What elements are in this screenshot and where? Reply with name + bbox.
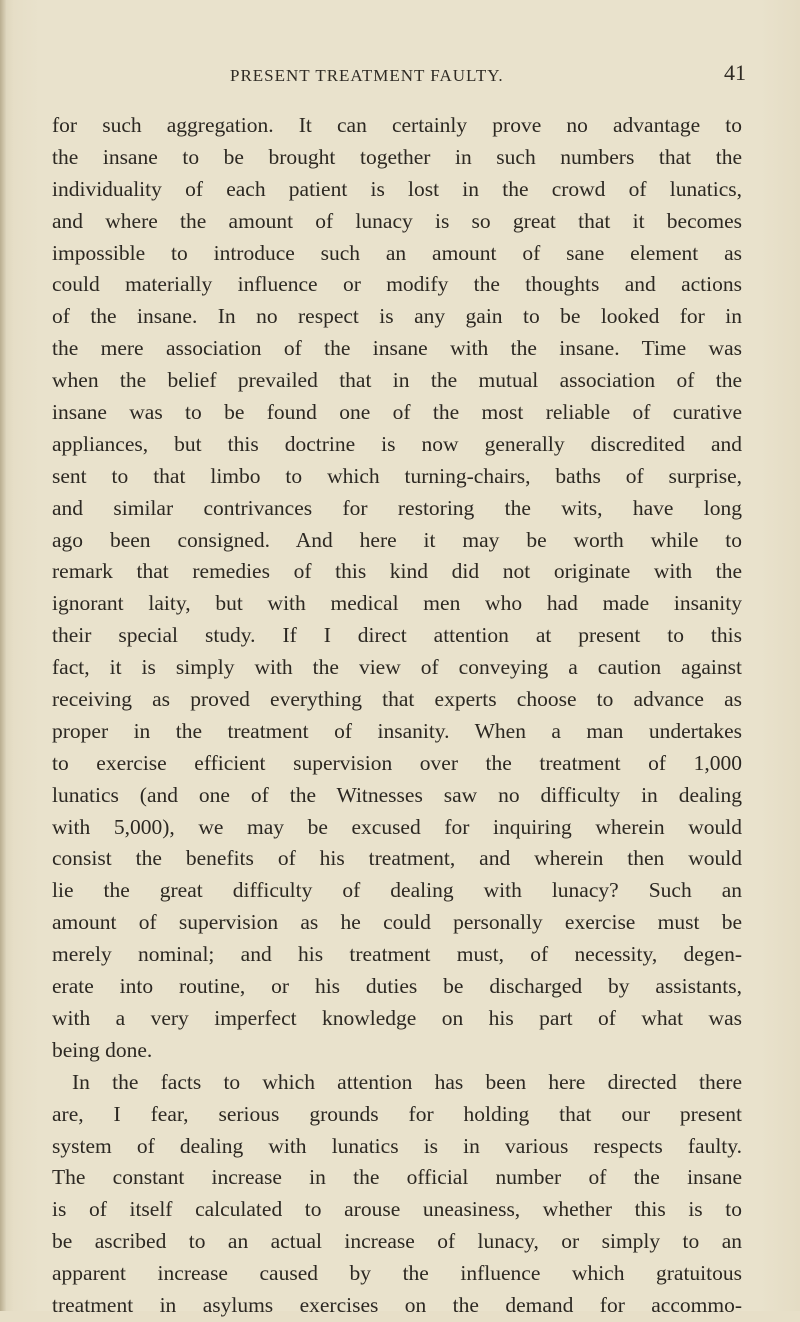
text-line: with a very imperfect knowledge on his part of what was: [52, 1005, 742, 1030]
text-line: could materially influence or modify the thoughts and actions: [52, 272, 742, 297]
text-line: of the insane. In no respect is any gain to be looked for in: [52, 304, 742, 329]
text-line: ago been consigned. And here it may be worth while to: [52, 527, 742, 552]
text-line: appliances, but this doctrine is now generally discredited and: [52, 431, 742, 456]
text-line: be ascribed to an actual increase of lunacy, or simply to an: [52, 1229, 742, 1254]
text-line: is of itself calculated to arouse uneasiness, whether this is to: [52, 1197, 742, 1222]
text-line: apparent increase caused by the influence which gratuitous: [52, 1261, 742, 1286]
body-text: [52, 110, 742, 1322]
text-line: fact, it is simply with the view of conveying a caution against: [52, 655, 742, 680]
text-line: lunatics (and one of the Witnesses saw no difficulty in dealing: [52, 782, 742, 807]
text-line: when the belief prevailed that in the mutual association of the: [52, 368, 742, 393]
running-head: PRESENT TREATMENT FAULTY.: [230, 66, 504, 85]
text-line: individuality of each patient is lost in the crowd of lunatics,: [52, 176, 742, 201]
text-line: remark that remedies of this kind did not originate with the: [52, 559, 742, 584]
text-line: the insane to be brought together in such numbers that the: [52, 144, 742, 169]
page-header: [0, 58, 800, 88]
paragraph-start-line: In the facts to which attention has been here directed there: [72, 1069, 742, 1094]
text-line: receiving as proved everything that experts choose to advance as: [52, 687, 742, 712]
text-line: system of dealing with lunatics is in various respects faulty.: [52, 1133, 742, 1158]
text-line: their special study. If I direct attention at present to this: [52, 623, 742, 648]
text-line: erate into routine, or his duties be discharged by assistants,: [52, 974, 742, 999]
text-line: consist the benefits of his treatment, and wherein then would: [52, 846, 742, 871]
paragraph-end-line: being done.: [52, 1037, 153, 1062]
text-line: lie the great difficulty of dealing with lunacy? Such an: [52, 878, 742, 903]
text-line: with 5,000), we may be excused for inquiring wherein would: [52, 814, 742, 839]
page-number: 41: [724, 60, 746, 85]
text-line: sent to that limbo to which turning-chairs, baths of surprise,: [52, 463, 742, 488]
text-line: merely nominal; and his treatment must, of necessity, degen-: [52, 942, 742, 967]
text-line: treatment in asylums exercises on the demand for accommo-: [52, 1292, 742, 1317]
text-line: the mere association of the insane with the insane. Time was: [52, 336, 742, 361]
text-line: and where the amount of lunacy is so great that it becomes: [52, 208, 742, 233]
text-line: The constant increase in the official number of the insane: [52, 1165, 742, 1190]
page-binding-edge: [0, 0, 6, 1311]
text-line: ignorant laity, but with medical men who had made insanity: [52, 591, 742, 616]
text-line: are, I fear, serious grounds for holding that our present: [52, 1101, 742, 1126]
text-line: and similar contrivances for restoring the wits, have long: [52, 495, 742, 520]
text-line: proper in the treatment of insanity. When a man undertakes: [52, 718, 742, 743]
text-line: impossible to introduce such an amount of sane element as: [52, 240, 742, 265]
text-line: amount of supervision as he could personally exercise must be: [52, 910, 742, 935]
text-line: for such aggregation. It can certainly prove no advantage to: [52, 113, 742, 137]
text-line: to exercise efficient supervision over the treatment of 1,000: [52, 750, 742, 775]
text-line: insane was to be found one of the most reliable of curative: [52, 400, 742, 425]
